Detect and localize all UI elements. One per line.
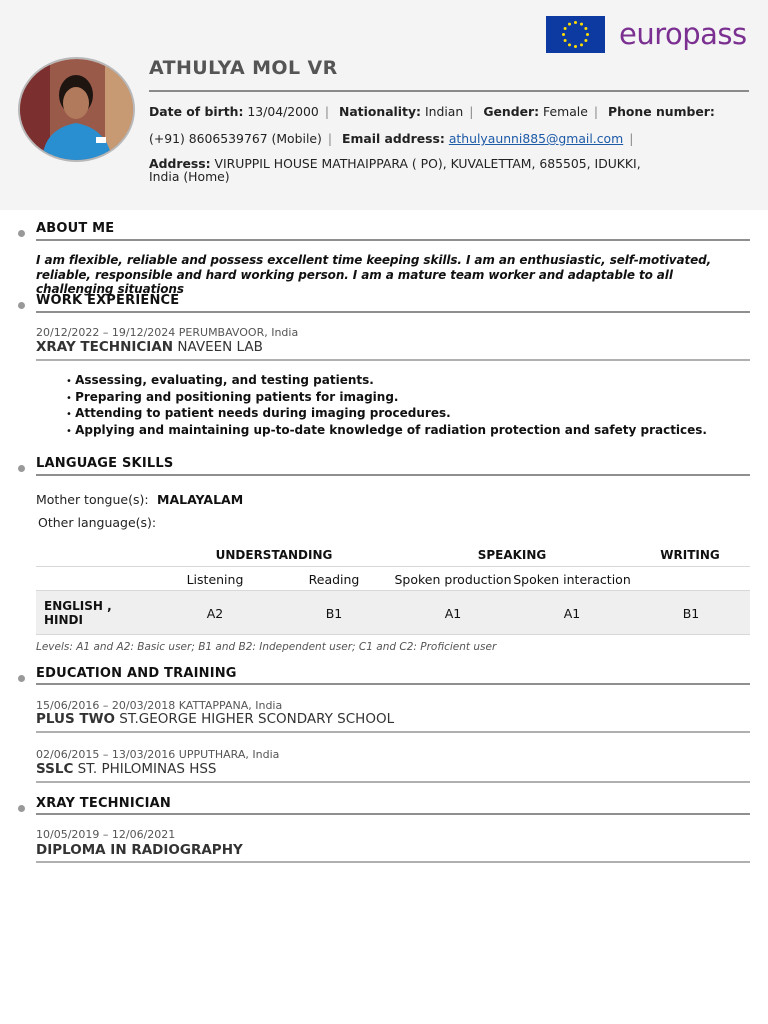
- about-divider: [36, 239, 750, 241]
- education-section-title: EDUCATION AND TRAINING: [36, 666, 237, 681]
- level-spoken-production: A1: [444, 606, 462, 621]
- dob-label: Date of birth:: [149, 104, 244, 119]
- level-writing: B1: [682, 606, 700, 621]
- header-writing: WRITING: [660, 548, 720, 562]
- eu-star-icon: [580, 23, 583, 26]
- xray-entry-divider: [36, 861, 750, 863]
- separator: |: [629, 131, 634, 146]
- list-item: • Attending to patient needs during imaging procedures.: [66, 406, 707, 423]
- level-spoken-interaction: A1: [563, 606, 581, 621]
- work-role-title: XRAY TECHNICIAN: [36, 339, 174, 355]
- table-row: [36, 590, 750, 635]
- levels-note: Levels: A1 and A2: Basic user; B1 and B2: Independent user; C1 and C2: Proficient user: [36, 641, 497, 653]
- address-line-1: VIRUPPIL HOUSE MATHAIPPARA ( PO), KUVALETTAM, 685505, IDUKKI,: [214, 156, 641, 171]
- nationality-label: Nationality:: [338, 104, 421, 119]
- language-names: [44, 599, 112, 627]
- work-role: [36, 339, 263, 355]
- section-bullet-icon: [18, 302, 25, 309]
- work-bullets: [66, 373, 707, 440]
- education-divider: [36, 683, 750, 685]
- section-bullet-icon: [18, 675, 25, 682]
- eu-star-icon: [574, 45, 577, 48]
- work-employer: NAVEEN LAB: [177, 339, 263, 355]
- address-block: [149, 157, 641, 183]
- education-date-place-2: 02/06/2015 – 13/03/2016 UPPUTHARA, India: [36, 748, 280, 761]
- gender-label: Gender:: [483, 104, 540, 119]
- education-entry-1: [36, 711, 394, 727]
- person-name: ATHULYA MOL VR: [149, 57, 338, 79]
- eu-flag-icon: [546, 16, 605, 53]
- personal-info-line-2: [149, 131, 639, 146]
- eu-star-icon: [574, 21, 577, 24]
- section-bullet-icon: [18, 805, 25, 812]
- education-qualification-1: PLUS TWO: [36, 711, 115, 727]
- eu-star-icon: [568, 43, 571, 46]
- work-entry-divider: [36, 359, 750, 361]
- separator: |: [593, 104, 599, 119]
- other-languages-label: Other language(s):: [38, 515, 157, 530]
- level-listening: A2: [206, 606, 224, 621]
- subheader-listening: Listening: [186, 572, 244, 587]
- education-institution-2: ST. PHILOMINAS HSS: [77, 761, 217, 777]
- language-name-2: HINDI: [44, 613, 83, 627]
- subheader-spoken-production: Spoken production: [394, 572, 512, 587]
- europass-logo: [546, 16, 747, 53]
- separator: |: [327, 131, 333, 146]
- address-label: Address:: [149, 156, 211, 171]
- education-institution-1: ST.GEORGE HIGHER SCONDARY SCHOOL: [119, 711, 395, 727]
- level-reading: B1: [325, 606, 343, 621]
- section-bullet-icon: [18, 465, 25, 472]
- nationality-value: Indian: [424, 104, 464, 119]
- gender-value: Female: [543, 104, 588, 119]
- xray-qualification: DIPLOMA IN RADIOGRAPHY: [36, 842, 243, 858]
- table-divider: [36, 566, 750, 567]
- education-entry-2: [36, 761, 217, 777]
- profile-photo: [18, 57, 135, 162]
- about-section-title: ABOUT ME: [36, 221, 115, 236]
- phone-label: Phone number:: [608, 104, 715, 119]
- separator: |: [469, 104, 474, 119]
- eu-star-icon: [584, 39, 587, 42]
- language-divider: [36, 474, 750, 476]
- xray-section-title: XRAY TECHNICIAN: [36, 796, 171, 811]
- email-link[interactable]: athulyaunni885@gmail.com: [448, 131, 624, 146]
- xray-entry: [36, 842, 243, 858]
- list-item: • Applying and maintaining up-to-date knowledge of radiation protection and safety practices.: [66, 423, 707, 440]
- education-entry-divider: [36, 731, 750, 733]
- list-item: • Assessing, evaluating, and testing patients.: [66, 373, 707, 390]
- section-bullet-icon: [18, 230, 25, 237]
- about-text: I am flexible, reliable and possess excellent time keeping skills. I am an enthusiastic, self-motivated, reliable, responsible and hard working person. I am a mature team worker and adaptable to all challenging situations: [36, 253, 712, 296]
- eu-star-icon: [580, 43, 583, 46]
- language-section-title: LANGUAGE SKILLS: [36, 456, 174, 471]
- personal-info-line-1: [149, 104, 715, 119]
- eu-star-icon: [562, 33, 565, 36]
- education-date-place-1: 15/06/2016 – 20/03/2018 KATTAPPANA, India: [36, 699, 283, 712]
- subheader-reading: Reading: [308, 572, 360, 587]
- europass-wordmark: europass: [619, 17, 747, 51]
- list-item: • Preparing and positioning patients for imaging.: [66, 390, 707, 407]
- xray-divider: [36, 813, 750, 815]
- subheader-spoken-interaction: Spoken interaction: [513, 572, 631, 587]
- phone-value: (+91) 8606539767 (Mobile): [149, 131, 322, 146]
- work-date-place: 20/12/2022 – 19/12/2024 PERUMBAVOOR, India: [36, 326, 299, 339]
- mother-tongue-value: MALAYALAM: [157, 492, 244, 507]
- name-divider: [149, 90, 749, 92]
- xray-date: 10/05/2019 – 12/06/2021: [36, 828, 176, 841]
- language-name-1: ENGLISH ,: [44, 599, 112, 613]
- eu-star-icon: [584, 27, 587, 30]
- separator: |: [324, 104, 329, 119]
- address-line-2: India (Home): [149, 169, 230, 184]
- eu-star-icon: [586, 33, 589, 36]
- education-entry-divider: [36, 781, 750, 783]
- eu-star-icon: [564, 39, 567, 42]
- email-label: Email address:: [341, 131, 445, 146]
- work-divider: [36, 311, 750, 313]
- dob-value: 13/04/2000: [247, 104, 319, 119]
- eu-star-icon: [568, 23, 571, 26]
- education-qualification-2: SSLC: [36, 761, 74, 777]
- eu-star-icon: [564, 27, 567, 30]
- work-section-title: WORK EXPERIENCE: [36, 293, 180, 308]
- header-understanding: UNDERSTANDING: [215, 548, 333, 562]
- mother-tongue-label: Mother tongue(s):: [36, 492, 149, 507]
- header-speaking: SPEAKING: [477, 548, 547, 562]
